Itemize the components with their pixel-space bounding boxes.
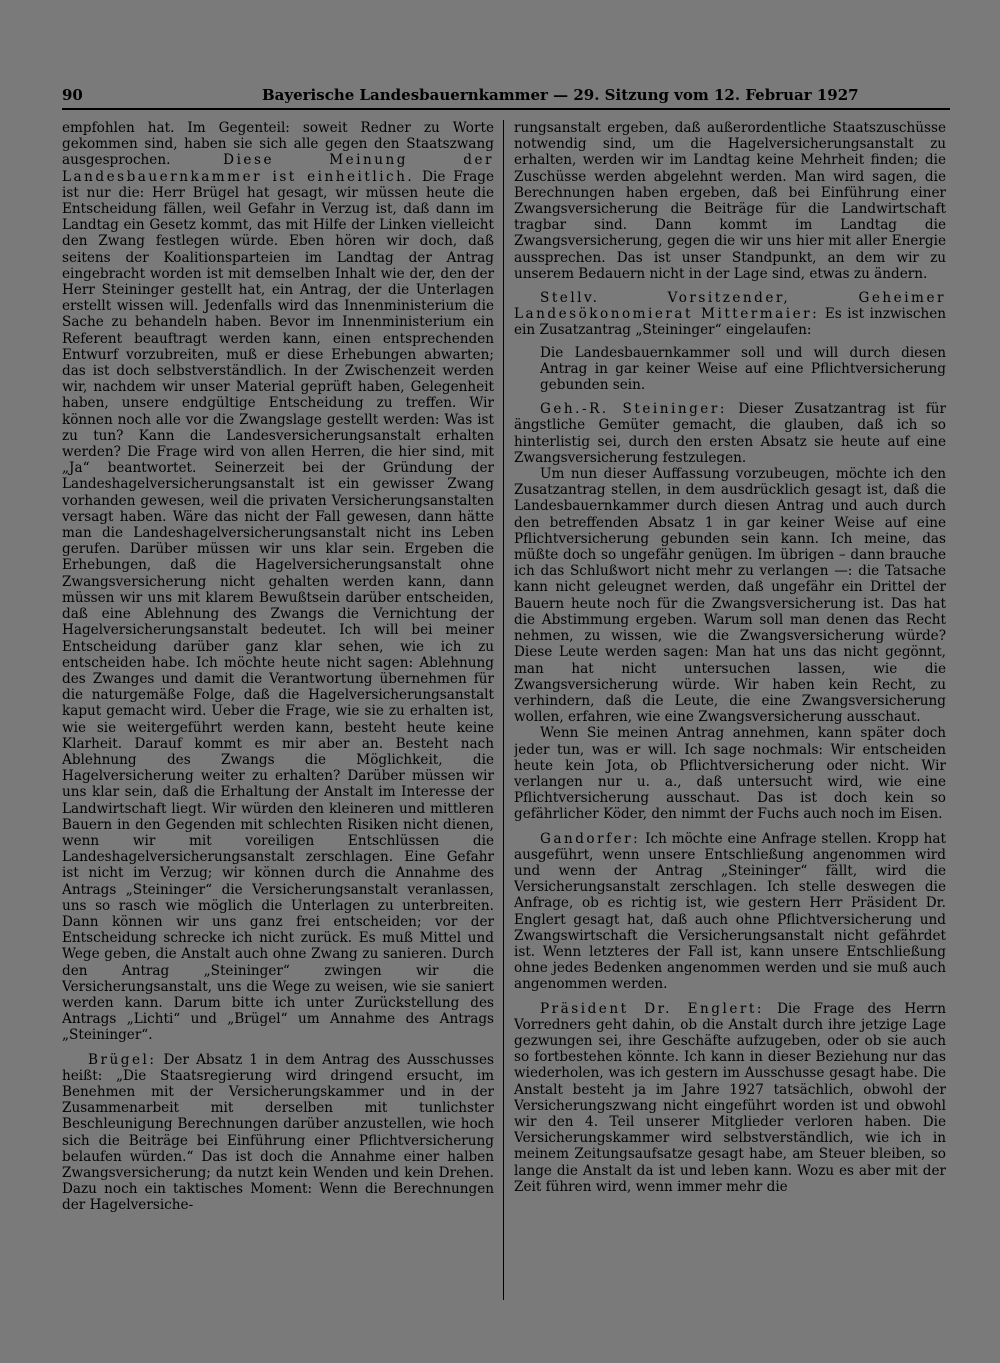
speaker-name: Brügel: (88, 1051, 157, 1068)
paragraph: rungsanstalt ergeben, daß außerordentliche Staatszuschüsse notwendig sind, um die Hagelversicherungsanstalt zu erhalten, werden wir im Landtag keine Mehrheit finden; die Zuschüsse werden abgelehnt werden. Man wird sagen, die Berechnungen haben ergeben, daß bei Einführung einer Zwangsversicherung die Beiträge für die Landwirtschaft tragbar sind. Dann kommt im Landtag die Zwangsversicherung, gegen die wir uns hier mit aller Energie aussprechen. Das ist unser Standpunkt, an dem wir zu unserem Bedauern nicht in der Lage sind, etwas zu ändern. (514, 120, 946, 282)
paragraph: Um nun dieser Auffassung vorzubeugen, möchte ich den Zusatzantrag stellen, in dem ausdrücklich gesagt ist, daß die Landesbauernkammer durch diesen Antrag und auch durch den betreffenden Absatz 1 in gar keiner Weise auf eine Pflichtversicherung gebunden sein kann. Ich meine, das müßte doch so ungefähr genügen. Im übrigen – dann brauche ich das Schlußwort nicht mehr zu verlangen —: die Tatsache kann nicht geleugnet werden, daß ungefähr ein Drittel der Bauern heute noch für die Zwangsversicherung ist. Das hat die Abstimmung ergeben. Warum soll man denen das Recht nehmen, zu wissen, wie die Zwangsversicherung würde? Diese Leute werden sagen: Man hat uns das nicht gegönnt, man hat nicht untersuchen lassen, wie die Zwangsversicherung würde. Wir haben kein Recht, zu verhindern, daß die Leute, die eine Zwangsversicherung wollen, erfahren, wie eine Zwangsversicherung ausschaut. (514, 466, 946, 726)
paragraph: empfohlen hat. Im Gegenteil: soweit Redner zu Worte gekommen sind, haben sie sich alle gegen den Staatszwang ausgesprochen. Diese Meinung der Landesbauernkammer ist einheitlich. Die Frage ist nur die: Herr Brügel hat gesagt, wir müssen heute die Entscheidung fällen, weil Gefahr in Verzug ist, daß dann im Landtag ein Gesetz kommt, das mit Hilfe der Linken vielleicht den Zwang festlegen würde. Eben hören wir doch, daß seitens der Koalitionsparteien im Landtag der Antrag eingebracht worden ist mit demselben Inhalt wie der, den der Herr Steininger gestellt hat, ein Antrag, der die Unterlagen erstellt wissen will. Jedenfalls wird das Innenministerium die Sache zu behandeln haben. Bevor im Innenministerium ein Referent beauftragt werden kann, einen entsprechenden Entwurf vorzubreiten, muß er diese Erhebungen abwarten; das ist doch selbstverständlich. In der Zwischenzeit werden wir, nachdem wir unser Material geprüft haben, Gelegenheit haben, unsere endgültige Entscheidung zu treffen. Wir können noch alle vor die Zwangslage gestellt werden: Was ist zu tun? Kann die Landesversicherungsanstalt erhalten werden? Die Frage wird von allen Herren, die hier sind, mit „Ja“ beantwortet. Seinerzeit bei der Gründung der Landeshagelversicherungsanstalt ist ein gewisser Zwang vorhanden gewesen, weil die privaten Versicherungsanstalten versagt haben. Wäre das nicht der Fall gewesen, dann hätte man die Landeshagelversicherungsanstalt nicht ins Leben gerufen. Darüber müssen wir uns klar sein. Ergeben die Erhebungen, daß die Hagelversicherungsanstalt ohne Zwangsversicherung nicht gehalten werden kann, dann müssen wir uns mit klarem Bewußtsein darüber entscheiden, daß eine Ablehnung des Zwangs die Vernichtung der Hagelversicherungsanstalt bedeutet. Ich will bei meiner Entscheidung darüber ganz klar sehen, wie ich zu entscheiden habe. Ich möchte heute nicht sagen: Ablehnung des Zwanges und damit die Verantwortung übernehmen für die naturgemäße Folge, daß die Hagelversicherungsanstalt kaput gemacht wird. Ueber die Frage, wie sie zu erhalten ist, wie sie weitergeführt werden kann, besteht heute keine Klarheit. Darauf kommt es mir aber an. Besteht nach Ablehnung des Zwangs die Möglichkeit, die Hagelversicherung weiter zu erhalten? Darüber müssen wir uns klar sein, daß die Erhaltung der Anstalt im Interesse der Landwirtschaft liegt. Wir würden den kleineren und mittleren Bauern in den Gegenden mit schlechten Risiken nicht dienen, wenn wir mit voreiligen Entschlüssen die Landeshagelversicherungsanstalt zerschlagen. Eine Gefahr ist nicht im Verzug; wir können durch die Annahme des Antrags „Steininger“ die Versicherungsanstalt veranlassen, uns so rasch wie möglich die Unterlagen zu unterbreiten. Dann können wir uns ganz frei entscheiden; vor der Entscheidung schrecke ich nicht zurück. Es muß Mittel und Wege geben, die Anstalt auch ohne Zwang zu sanieren. Durch den Antrag „Steininger“ zwingen wir die Versicherungsanstalt, uns die Wege zu weisen, wie sie saniert werden kann. Darum bitte ich unter Zurückstellung des Antrags „Lichti“ und „Brügel“ um Annahme des Antrags „Steininger“. (62, 120, 494, 1044)
paragraph: Präsident Dr. Englert: Die Frage des Herrn Vorredners geht dahin, ob die Anstalt durch ihre jetzige Lage gezwungen sei, ihre Geschäfte aufzugeben, oder ob sie auch so fortbestehen könnte. Ich kann in dieser Beziehung nur das wiederholen, was ich gestern im Ausschusse gesagt habe. Die Anstalt besteht ja im Jahre 1927 tatsächlich, obwohl der Versicherungszwang nicht eingeführt worden ist und obwohl wir den 4. Teil unserer Mitglieder verloren haben. Die Versicherungskammer wird selbstverständlich, wie ich in meinem Zeitungsaufsatze gesagt habe, am Steuer bleiben, so lange die Anstalt da ist und leben kann. Wozu es aber mit der Zeit führen wird, wenn immer mehr die (514, 1000, 946, 1195)
paragraph: Gandorfer: Ich möchte eine Anfrage stellen. Kropp hat ausgeführt, wenn unsere Entschließung angenommen wird und wenn der Antrag „Steininger“ fällt, wird die Versicherungsanstalt zerschlagen. Ich stelle deswegen die Anfrage, ob es richtig ist, wie gestern Herr Präsident Dr. Englert gesagt hat, daß auch ohne Pflichtversicherung und Zwangswirtschaft die Versicherungsanstalt nicht gefährdet ist. Wenn letzteres der Fall ist, kann unsere Entschließung ohne jedes Bedenken angenommen werden und sie muß auch angenommen werden. (514, 830, 946, 993)
column-divider (503, 120, 504, 1300)
left-column (62, 120, 494, 1305)
page-header (62, 84, 950, 110)
page-number: 90 (62, 86, 83, 104)
speaker-name: Geh.-R. Steininger: (540, 401, 727, 418)
paragraph: Wenn Sie meinen Antrag annehmen, kann später doch jeder tun, was er will. Ich sage nochmals: Wir entscheiden heute kein Jota, ob Pflichtversicherung oder nicht. Wir verlangen nur u. a., daß untersucht wird, wie eine Pflichtversicherung ausschaut. Das ist doch kein so gefährlicher Köder, den nimmt der Fuchs auch noch im Eisen. (514, 725, 946, 823)
quoted-motion: Die Landesbauernkammer soll und will durch diesen Antrag in gar keiner Weise auf eine Pflichtversicherung gebunden sein. (540, 344, 946, 394)
speaker-name: Stellv. Vorsitzender, Geheimer Landesökonomierat Mittermaier: (514, 290, 946, 323)
paragraph: Stellv. Vorsitzender, Geheimer Landesökonomierat Mittermaier: Es ist inzwischen ein Zusatzantrag „Steininger“ eingelaufen: (514, 290, 946, 339)
paragraph: Geh.-R. Steininger: Dieser Zusatzantrag ist für ängstliche Gemüter gemacht, die glauben, daß ich so hinterlistig sei, durch den ersten Absatz sie heute auf eine Zwangsversicherung festzulegen. (514, 401, 946, 466)
paragraph: Brügel: Der Absatz 1 in dem Antrag des Ausschusses heißt: „Die Staatsregierung wird dringend ersucht, im Benehmen mit der Versicherungskammer und in der Zusammenarbeit mit derselben mit tunlichster Beschleunigung Berechnungen darüber anzustellen, wie hoch sich die Beiträge bei Einführung einer Pflichtversicherung belaufen würden.“ Das ist doch die Annahme einer halben Zwangsversicherung; da nutzt kein Wenden und kein Drehen. Dazu noch ein taktisches Moment: Wenn die Berechnungen der Hagelversiche- (62, 1051, 494, 1214)
running-head: Bayerische Landesbauernkammer — 29. Sitzung vom 12. Februar 1927 (262, 86, 859, 104)
right-column (514, 120, 946, 1305)
speaker-name: Präsident Dr. Englert: (540, 1000, 764, 1017)
speaker-name: Gandorfer: (540, 830, 641, 847)
spaced-emphasis: Diese Meinung der Landesbauernkammer ist einheitlich. (62, 152, 494, 185)
